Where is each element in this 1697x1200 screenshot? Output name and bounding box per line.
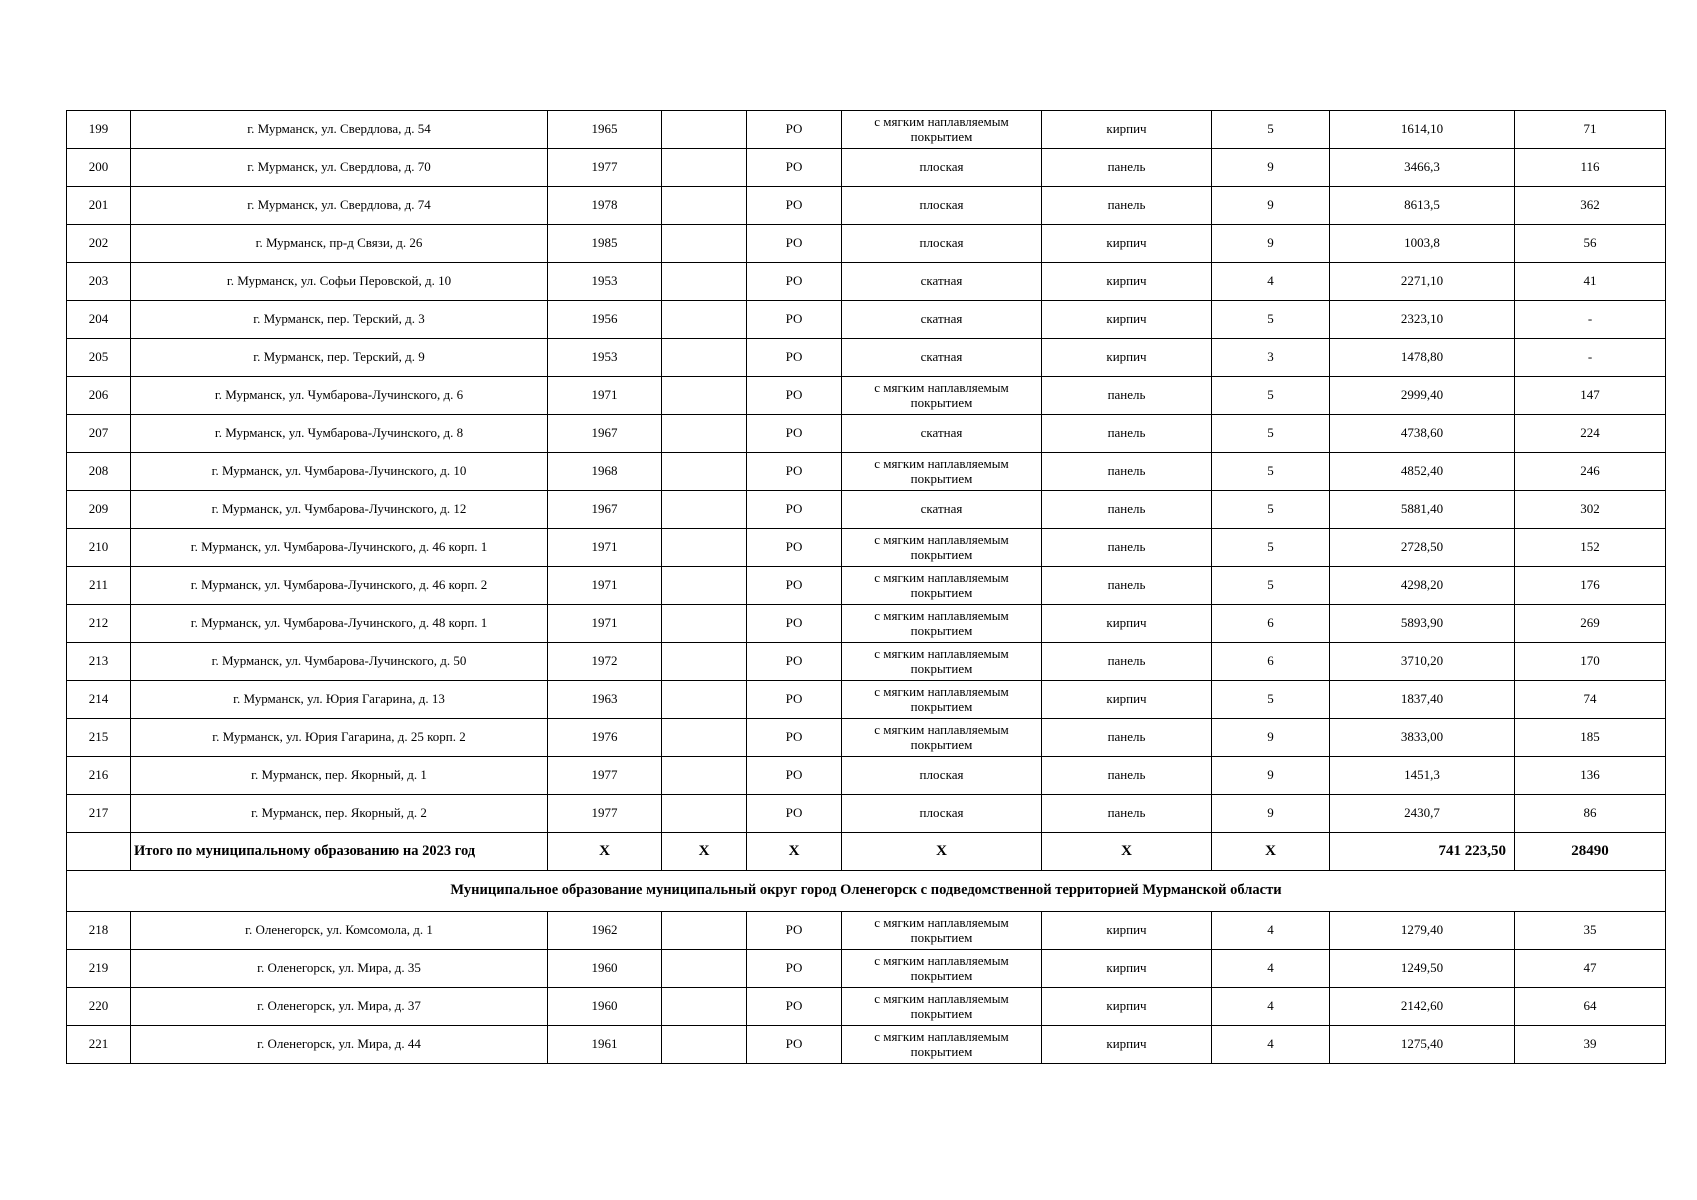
wall-material-cell: кирпич [1042,988,1212,1026]
roof-type-cell: с мягким наплавляемым покрытием [842,950,1042,988]
fund-cell: РО [747,795,842,833]
floors-cell: 5 [1212,453,1330,491]
wall-material-cell: панель [1042,567,1212,605]
address-cell: г. Мурманск, пер. Терский, д. 3 [131,301,548,339]
wall-material-cell: кирпич [1042,111,1212,149]
area-cell: 2999,40 [1330,377,1515,415]
floors-cell: 5 [1212,377,1330,415]
total-residents: 28490 [1515,833,1666,871]
total-row [67,833,1666,871]
total-x-fund: X [747,833,842,871]
address-cell: г. Мурманск, ул. Чумбарова-Лучинского, д. 46 корп. 2 [131,567,548,605]
table-row [67,339,1666,377]
area-cell: 4298,20 [1330,567,1515,605]
address-cell: г. Мурманск, пер. Терский, д. 9 [131,339,548,377]
floors-cell: 4 [1212,950,1330,988]
fund-cell: РО [747,149,842,187]
address-cell: г. Мурманск, ул. Свердлова, д. 70 [131,149,548,187]
wall-material-cell: панель [1042,529,1212,567]
fund-cell: РО [747,719,842,757]
roof-type-cell: с мягким наплавляемым покрытием [842,111,1042,149]
year-cell: 1967 [548,491,662,529]
floors-cell: 4 [1212,1026,1330,1064]
residents-cell: - [1515,339,1666,377]
floors-cell: 5 [1212,301,1330,339]
wall-material-cell: кирпич [1042,225,1212,263]
wall-material-cell: кирпич [1042,263,1212,301]
fund-cell: РО [747,950,842,988]
wall-material-cell: кирпич [1042,681,1212,719]
empty-cell [662,149,747,187]
table-row [67,301,1666,339]
wall-material-cell: кирпич [1042,912,1212,950]
area-cell: 1003,8 [1330,225,1515,263]
row-number: 213 [67,643,131,681]
year-cell: 1985 [548,225,662,263]
wall-material-cell: кирпич [1042,1026,1212,1064]
area-cell: 2728,50 [1330,529,1515,567]
residents-cell: 35 [1515,912,1666,950]
empty-cell [662,681,747,719]
area-cell: 2271,10 [1330,263,1515,301]
fund-cell: РО [747,263,842,301]
address-cell: г. Оленегорск, ул. Мира, д. 35 [131,950,548,988]
roof-type-cell: с мягким наплавляемым покрытием [842,377,1042,415]
residents-cell: 74 [1515,681,1666,719]
fund-cell: РО [747,491,842,529]
row-number: 211 [67,567,131,605]
area-cell: 4852,40 [1330,453,1515,491]
address-cell: г. Мурманск, ул. Юрия Гагарина, д. 13 [131,681,548,719]
residents-cell: 39 [1515,1026,1666,1064]
roof-type-cell: с мягким наплавляемым покрытием [842,605,1042,643]
row-number: 214 [67,681,131,719]
total-x-roof: X [842,833,1042,871]
table-row [67,415,1666,453]
table-row [67,912,1666,950]
empty-cell [662,719,747,757]
year-cell: 1968 [548,453,662,491]
table-row [67,187,1666,225]
section-row [67,871,1666,912]
roof-type-cell: скатная [842,339,1042,377]
table-row [67,795,1666,833]
roof-type-cell: с мягким наплавляемым покрытием [842,912,1042,950]
address-cell: г. Мурманск, ул. Софьи Перовской, д. 10 [131,263,548,301]
table-row [67,988,1666,1026]
floors-cell: 9 [1212,757,1330,795]
area-cell: 1275,40 [1330,1026,1515,1064]
row-number: 205 [67,339,131,377]
fund-cell: РО [747,757,842,795]
total-area: 741 223,50 [1330,833,1515,871]
empty-cell [662,605,747,643]
wall-material-cell: панель [1042,491,1212,529]
year-cell: 1971 [548,529,662,567]
table-row [67,453,1666,491]
residents-cell: 302 [1515,491,1666,529]
empty-cell [662,950,747,988]
fund-cell: РО [747,643,842,681]
empty-cell [662,912,747,950]
empty-cell [662,301,747,339]
row-number: 207 [67,415,131,453]
empty-cell [662,415,747,453]
total-x-year: X [548,833,662,871]
roof-type-cell: с мягким наплавляемым покрытием [842,529,1042,567]
empty-cell [662,111,747,149]
floors-cell: 9 [1212,795,1330,833]
housing-register-table [66,110,1666,1064]
roof-type-cell: скатная [842,301,1042,339]
row-number: 216 [67,757,131,795]
table-row [67,377,1666,415]
year-cell: 1956 [548,301,662,339]
floors-cell: 9 [1212,719,1330,757]
area-cell: 1478,80 [1330,339,1515,377]
wall-material-cell: панель [1042,643,1212,681]
empty-cell [662,795,747,833]
table-row [67,1026,1666,1064]
address-cell: г. Мурманск, ул. Чумбарова-Лучинского, д. 50 [131,643,548,681]
row-number: 218 [67,912,131,950]
table-row [67,263,1666,301]
area-cell: 2430,7 [1330,795,1515,833]
residents-cell: 86 [1515,795,1666,833]
floors-cell: 6 [1212,605,1330,643]
residents-cell: 152 [1515,529,1666,567]
empty-cell [662,453,747,491]
year-cell: 1977 [548,149,662,187]
floors-cell: 4 [1212,988,1330,1026]
year-cell: 1971 [548,605,662,643]
wall-material-cell: кирпич [1042,339,1212,377]
address-cell: г. Мурманск, ул. Свердлова, д. 54 [131,111,548,149]
year-cell: 1963 [548,681,662,719]
empty-cell [662,567,747,605]
empty-cell [662,339,747,377]
row-number: 201 [67,187,131,225]
table-row [67,681,1666,719]
table-row [67,605,1666,643]
table-row [67,757,1666,795]
row-number: 204 [67,301,131,339]
year-cell: 1971 [548,377,662,415]
wall-material-cell: кирпич [1042,301,1212,339]
address-cell: г. Мурманск, ул. Свердлова, д. 74 [131,187,548,225]
empty-cell [662,187,747,225]
table-body-murmansk [67,111,1666,833]
wall-material-cell: панель [1042,149,1212,187]
floors-cell: 4 [1212,912,1330,950]
roof-type-cell: плоская [842,795,1042,833]
roof-type-cell: скатная [842,491,1042,529]
address-cell: г. Оленегорск, ул. Мира, д. 44 [131,1026,548,1064]
wall-material-cell: панель [1042,377,1212,415]
row-number: 212 [67,605,131,643]
residents-cell: 362 [1515,187,1666,225]
address-cell: г. Мурманск, ул. Юрия Гагарина, д. 25 корп. 2 [131,719,548,757]
row-number: 206 [67,377,131,415]
area-cell: 1837,40 [1330,681,1515,719]
residents-cell: 246 [1515,453,1666,491]
address-cell: г. Мурманск, ул. Чумбарова-Лучинского, д. 12 [131,491,548,529]
table-row [67,529,1666,567]
floors-cell: 4 [1212,263,1330,301]
address-cell: г. Оленегорск, ул. Мира, д. 37 [131,988,548,1026]
roof-type-cell: с мягким наплавляемым покрытием [842,988,1042,1026]
wall-material-cell: панель [1042,719,1212,757]
empty-cell [662,529,747,567]
empty-cell [662,225,747,263]
floors-cell: 3 [1212,339,1330,377]
year-cell: 1960 [548,988,662,1026]
table-row [67,111,1666,149]
fund-cell: РО [747,988,842,1026]
fund-cell: РО [747,605,842,643]
fund-cell: РО [747,529,842,567]
area-cell: 2323,10 [1330,301,1515,339]
table-body-olenegorsk [67,912,1666,1064]
area-cell: 3466,3 [1330,149,1515,187]
residents-cell: 47 [1515,950,1666,988]
roof-type-cell: с мягким наплавляемым покрытием [842,719,1042,757]
empty-cell [662,757,747,795]
floors-cell: 5 [1212,567,1330,605]
empty-cell [662,988,747,1026]
section-title: Муниципальное образование муниципальный округ город Оленегорск с подведомственной территорией Мурманской области [67,871,1666,912]
residents-cell: 176 [1515,567,1666,605]
area-cell: 4738,60 [1330,415,1515,453]
floors-cell: 5 [1212,111,1330,149]
address-cell: г. Оленегорск, ул. Комсомола, д. 1 [131,912,548,950]
empty-cell [662,377,747,415]
area-cell: 1614,10 [1330,111,1515,149]
year-cell: 1953 [548,339,662,377]
empty-cell [662,263,747,301]
fund-cell: РО [747,912,842,950]
roof-type-cell: плоская [842,757,1042,795]
row-number: 208 [67,453,131,491]
floors-cell: 9 [1212,149,1330,187]
area-cell: 1249,50 [1330,950,1515,988]
year-cell: 1971 [548,567,662,605]
year-cell: 1967 [548,415,662,453]
roof-type-cell: плоская [842,225,1042,263]
address-cell: г. Мурманск, ул. Чумбарова-Лучинского, д. 8 [131,415,548,453]
wall-material-cell: кирпич [1042,950,1212,988]
row-number: 199 [67,111,131,149]
area-cell: 5881,40 [1330,491,1515,529]
floors-cell: 5 [1212,681,1330,719]
area-cell: 1279,40 [1330,912,1515,950]
fund-cell: РО [747,187,842,225]
wall-material-cell: панель [1042,187,1212,225]
table-row [67,225,1666,263]
year-cell: 1953 [548,263,662,301]
roof-type-cell: плоская [842,149,1042,187]
area-cell: 2142,60 [1330,988,1515,1026]
table-row [67,567,1666,605]
table-total-block [67,833,1666,912]
fund-cell: РО [747,111,842,149]
empty-cell [662,643,747,681]
residents-cell: 71 [1515,111,1666,149]
empty-cell [662,491,747,529]
roof-type-cell: скатная [842,263,1042,301]
row-number: 200 [67,149,131,187]
row-number: 209 [67,491,131,529]
residents-cell: 56 [1515,225,1666,263]
area-cell: 1451,3 [1330,757,1515,795]
fund-cell: РО [747,681,842,719]
year-cell: 1961 [548,1026,662,1064]
wall-material-cell: панель [1042,795,1212,833]
year-cell: 1976 [548,719,662,757]
floors-cell: 5 [1212,415,1330,453]
address-cell: г. Мурманск, ул. Чумбарова-Лучинского, д. 10 [131,453,548,491]
floors-cell: 9 [1212,187,1330,225]
address-cell: г. Мурманск, ул. Чумбарова-Лучинского, д. 6 [131,377,548,415]
table-row [67,719,1666,757]
row-number: 219 [67,950,131,988]
roof-type-cell: с мягким наплавляемым покрытием [842,643,1042,681]
year-cell: 1960 [548,950,662,988]
year-cell: 1965 [548,111,662,149]
row-number: 215 [67,719,131,757]
year-cell: 1977 [548,795,662,833]
residents-cell: 41 [1515,263,1666,301]
roof-type-cell: с мягким наплавляемым покрытием [842,567,1042,605]
residents-cell: 269 [1515,605,1666,643]
area-cell: 3833,00 [1330,719,1515,757]
floors-cell: 9 [1212,225,1330,263]
table-row [67,950,1666,988]
floors-cell: 5 [1212,529,1330,567]
table-row [67,491,1666,529]
area-cell: 8613,5 [1330,187,1515,225]
total-x-col4: X [662,833,747,871]
total-x-floors: X [1212,833,1330,871]
residents-cell: 136 [1515,757,1666,795]
roof-type-cell: плоская [842,187,1042,225]
roof-type-cell: с мягким наплавляемым покрытием [842,681,1042,719]
year-cell: 1978 [548,187,662,225]
row-number: 217 [67,795,131,833]
wall-material-cell: кирпич [1042,605,1212,643]
row-number: 221 [67,1026,131,1064]
address-cell: г. Мурманск, ул. Чумбарова-Лучинского, д. 46 корп. 1 [131,529,548,567]
year-cell: 1962 [548,912,662,950]
fund-cell: РО [747,377,842,415]
roof-type-cell: скатная [842,415,1042,453]
wall-material-cell: панель [1042,757,1212,795]
area-cell: 3710,20 [1330,643,1515,681]
address-cell: г. Мурманск, пер. Якорный, д. 1 [131,757,548,795]
residents-cell: 64 [1515,988,1666,1026]
area-cell: 5893,90 [1330,605,1515,643]
table-row [67,149,1666,187]
residents-cell: 170 [1515,643,1666,681]
year-cell: 1972 [548,643,662,681]
fund-cell: РО [747,567,842,605]
roof-type-cell: с мягким наплавляемым покрытием [842,453,1042,491]
wall-material-cell: панель [1042,453,1212,491]
total-num-cell [67,833,131,871]
residents-cell: - [1515,301,1666,339]
address-cell: г. Мурманск, пр-д Связи, д. 26 [131,225,548,263]
total-x-material: X [1042,833,1212,871]
fund-cell: РО [747,1026,842,1064]
roof-type-cell: с мягким наплавляемым покрытием [842,1026,1042,1064]
residents-cell: 116 [1515,149,1666,187]
fund-cell: РО [747,415,842,453]
total-label: Итого по муниципальному образованию на 2023 год [131,833,548,871]
wall-material-cell: панель [1042,415,1212,453]
row-number: 210 [67,529,131,567]
fund-cell: РО [747,453,842,491]
address-cell: г. Мурманск, пер. Якорный, д. 2 [131,795,548,833]
fund-cell: РО [747,225,842,263]
address-cell: г. Мурманск, ул. Чумбарова-Лучинского, д. 48 корп. 1 [131,605,548,643]
fund-cell: РО [747,301,842,339]
row-number: 202 [67,225,131,263]
year-cell: 1977 [548,757,662,795]
floors-cell: 5 [1212,491,1330,529]
floors-cell: 6 [1212,643,1330,681]
table-row [67,643,1666,681]
row-number: 220 [67,988,131,1026]
empty-cell [662,1026,747,1064]
residents-cell: 224 [1515,415,1666,453]
fund-cell: РО [747,339,842,377]
residents-cell: 185 [1515,719,1666,757]
residents-cell: 147 [1515,377,1666,415]
row-number: 203 [67,263,131,301]
